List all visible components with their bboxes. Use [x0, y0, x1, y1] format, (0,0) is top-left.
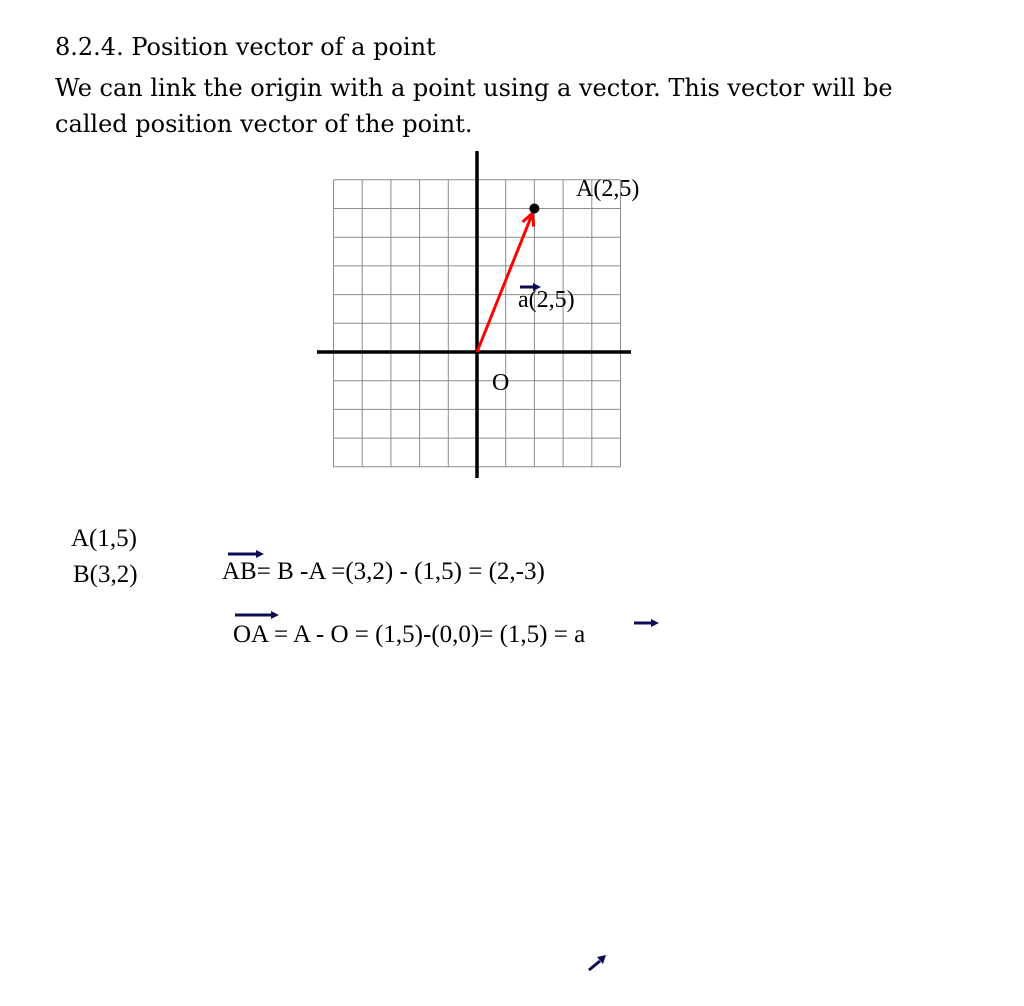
- intro-line-1: We can link the origin with a point using a vector. This vector will be: [55, 74, 893, 102]
- origin-label: O: [492, 370, 510, 396]
- point-a-dot: [529, 204, 539, 214]
- ab-vector-name: AB: [222, 558, 257, 585]
- position-vector: [477, 213, 533, 352]
- stray-arrow-icon: [589, 955, 606, 970]
- oa-overarrow-icon: [235, 611, 279, 619]
- point-a-coordinates: A(1,5): [71, 525, 137, 552]
- intro-line-2: called position vector of the point.: [55, 110, 473, 138]
- point-b-coordinates: B(3,2): [73, 561, 138, 588]
- section-title: 8.2.4. Position vector of a point: [55, 33, 436, 61]
- point-a-label: A(2,5): [576, 176, 640, 202]
- oa-result-vector: a: [574, 621, 586, 648]
- result-a-overarrow-icon: [634, 619, 659, 627]
- oa-equation-rhs: = A - O = (1,5)-(0,0)= (1,5) =: [267, 621, 575, 648]
- vector-a-label: a(2,5): [518, 287, 575, 313]
- oa-equation: [233, 621, 585, 649]
- ab-overarrow-icon: [228, 550, 264, 558]
- ab-equation-rhs: = B -A =(3,2) - (1,5) = (2,-3): [256, 558, 545, 585]
- oa-vector-name: OA: [233, 621, 268, 648]
- ab-equation: [222, 558, 545, 586]
